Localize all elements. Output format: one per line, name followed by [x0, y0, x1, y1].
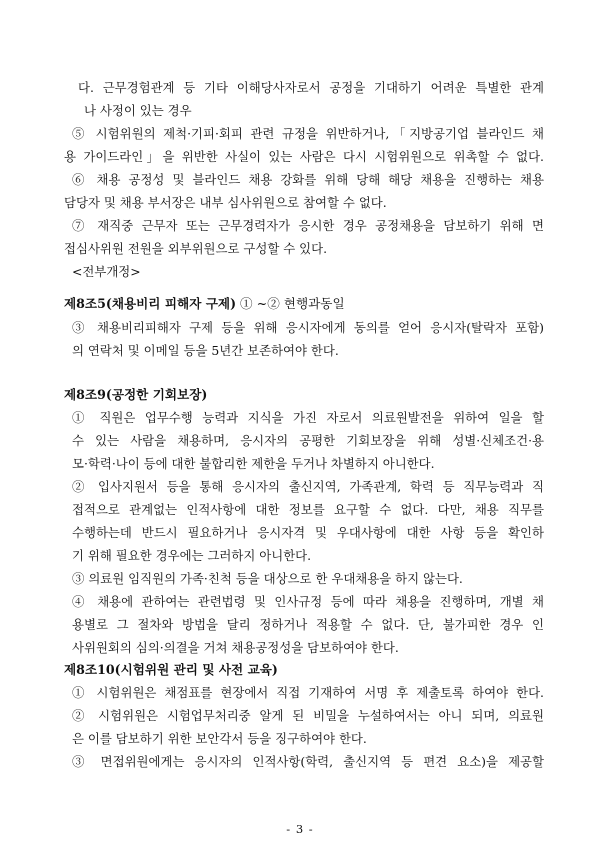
- article-title: 제8조5(채용비리 피해자 구제): [64, 296, 237, 311]
- article-body-8-5: [64, 316, 544, 362]
- text-line: 은 이를 담보하기 위한 보안각서 등을 징구하여야 한다.: [72, 731, 367, 746]
- text-line: 사위원회의 심의·의결을 거쳐 채용공정성을 담보하여야 한다.: [72, 640, 399, 655]
- text-line: 접적으로 관계없는 인적사항에 대한 정보를 요구할 수 없다. 다만, 채용 직무를: [72, 502, 544, 517]
- article-note: ① ~② 현행과동일: [236, 296, 345, 311]
- text-line: 접심사위원 전원을 외부위원으로 구성할 수 있다.: [64, 241, 328, 256]
- text-line: ⑦ 재직중 근무자 또는 근무경력자가 응시한 경우 공정채용을 담보하기 위해 면: [72, 218, 544, 233]
- article-body-8-9: [64, 406, 544, 659]
- page-number: - 3 -: [286, 822, 314, 836]
- article-body-8-10: [64, 681, 544, 773]
- article-title: 제8조10(시험위원 관리 및 사전 교육): [64, 662, 278, 677]
- text-line: ② 입사지원서 등을 통해 응시자의 출신지역, 가족관계, 학력 등 직무능력과 직: [72, 479, 544, 494]
- text-line: ③ 의료원 임직원의 가족·친척 등을 대상으로 한 우대채용을 하지 않는다.: [72, 571, 463, 586]
- text-line: ① 직원은 업무수행 능력과 지식을 가진 자로서 의료원발전을 위하여 일을 할: [72, 410, 544, 425]
- top-clause-block: [64, 76, 544, 283]
- text-line: ③ 채용비리피해자 구제 등을 위해 응시자에게 동의를 얻어 응시자(탈락자 포함): [72, 320, 544, 335]
- text-line: ④ 채용에 관하여는 관련법령 및 인사규정 등에 따라 채용을 진행하며, 개별 채: [72, 594, 544, 609]
- text-line: ⑥ 채용 공정성 및 블라인드 채용 강화를 위해 당해 해당 채용을 진행하는 채용: [72, 172, 544, 187]
- text-line: ② 시험위원은 시험업무처리중 알게 된 비밀을 누설하여서는 아니 되며, 의료원: [72, 708, 544, 723]
- text-line: 수행하는데 반드시 필요하거나 응시자격 및 우대사항에 대한 사항 등을 확인하: [72, 525, 544, 540]
- article-heading-8-10: [64, 659, 544, 681]
- text-line: 담당자 및 채용 부서장은 내부 심사위원으로 참여할 수 없다.: [64, 195, 387, 210]
- article-heading-8-5: [64, 293, 544, 315]
- text-line: 기 위해 필요한 경우에는 그러하지 아니한다.: [72, 548, 312, 563]
- text-line: 나 사정이 있는 경우: [84, 103, 192, 118]
- text-line: 모·학력·나이 등에 대한 불합리한 제한을 두거나 차별하지 아니한다.: [72, 456, 435, 471]
- text-line: 용 가이드라인」을 위반한 사실이 있는 사람은 다시 시험위원으로 위촉할 수 없다.: [64, 149, 544, 164]
- text-line: ① 시험위원은 채점표를 현장에서 직접 기재하여 서명 후 제출토록 하여야 한다.: [72, 685, 544, 700]
- revision-note: <전부개정>: [72, 264, 141, 279]
- text-line: ⑤ 시험위원의 제척·기피·회피 관련 규정을 위반하거나,「지방공기업 블라인드 채: [72, 126, 544, 141]
- text-line: 용별로 그 절차와 방법을 달리 정하거나 적용할 수 없다. 단, 불가피한 경우 인: [72, 617, 544, 632]
- article-heading-8-9: [64, 384, 544, 406]
- article-title: 제8조9(공정한 기회보장): [64, 387, 208, 402]
- text-line: ③ 면접위원에게는 응시자의 인적사항(학력, 출신지역 등 편견 요소)을 제공할: [72, 754, 544, 769]
- text-line: 다. 근무경험관계 등 기타 이해당사자로서 공정을 기대하기 어려운 특별한 관계: [78, 80, 544, 95]
- text-line: 의 연락처 및 이메일 등을 5년간 보존하여야 한다.: [72, 343, 339, 358]
- text-line: 수 있는 사람을 채용하며, 응시자의 공평한 기회보장을 위해 성별·신체조건·용: [72, 433, 544, 448]
